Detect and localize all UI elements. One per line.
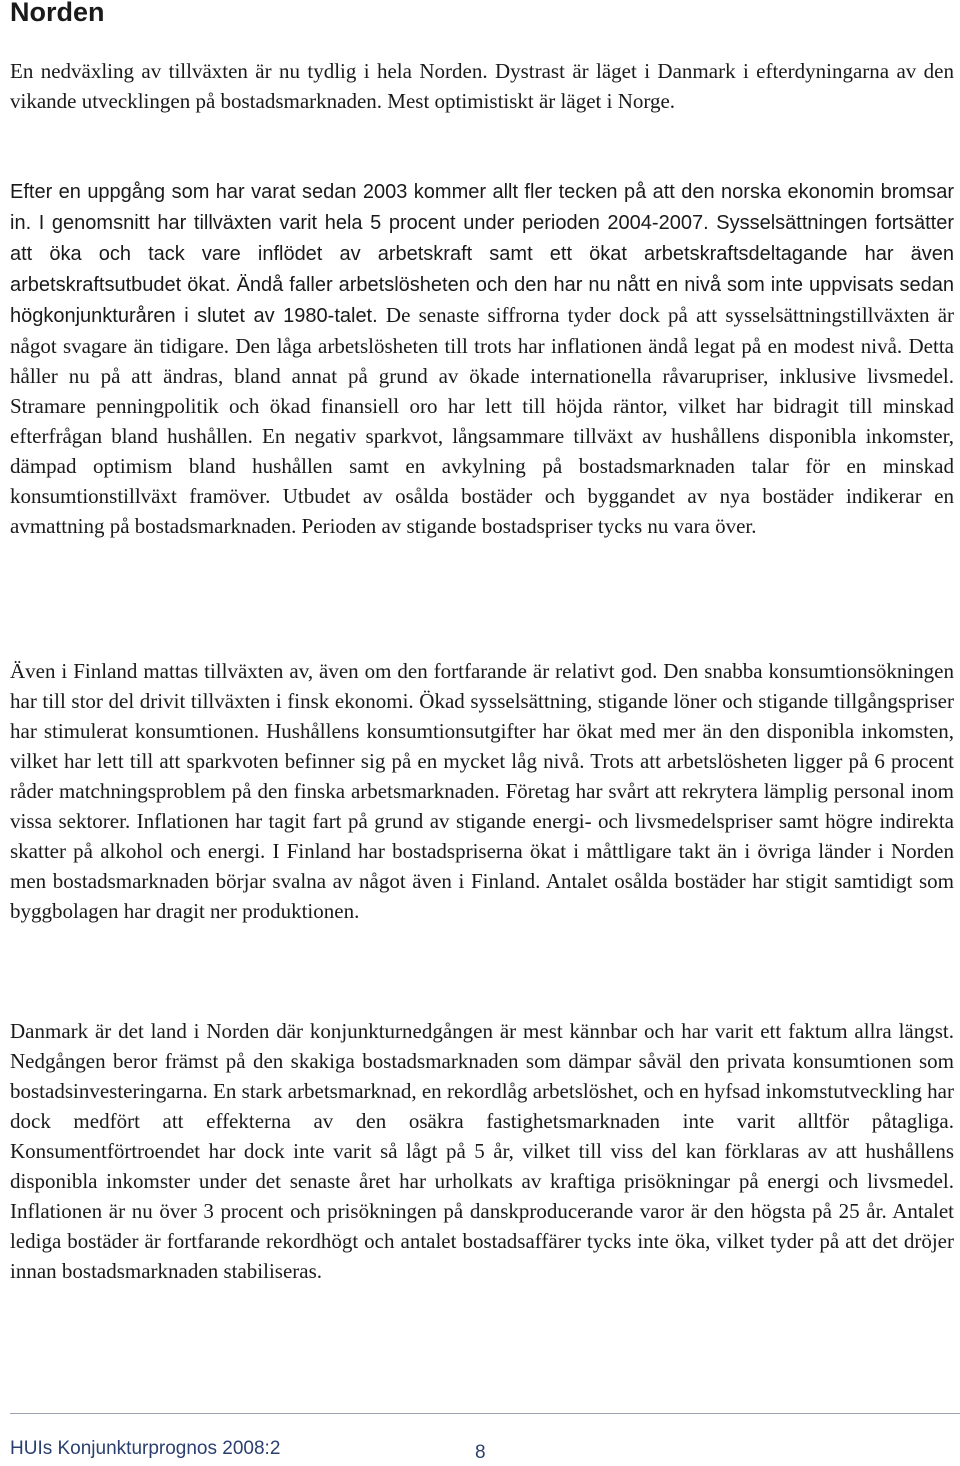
paragraph-intro <box>10 56 954 116</box>
page-title: Norden <box>10 0 105 27</box>
page-number: 8 <box>475 1442 486 1463</box>
paragraph-text: Danmark är det land i Norden där konjunkturnedgången är mest kännbar och har varit ett faktum allra längst. Nedgången beror främst på den skakiga bostadsmarknaden som dämpar såväl den privata konsumtionen som bostadsinvesteringarna. En stark arbetsmarknad, en rekordlåg arbetslöshet, och en hyfsad inkomstutveckling har dock medfört att effekterna av den osäkra fastighetsmarknaden inte varit alltför påtagliga. Konsumentförtroendet har dock inte varit så lågt på 5 år, vilket till viss del kan förklaras av att hushållens disponibla inkomster under det senaste året har urholkats av kraftiga prisökningar på energi och livsmedel. Inflationen är nu över 3 procent och prisökningen på danskproducerande varor är den högsta på 25 år. Antalet lediga bostäder är fortfarande rekordhögt och antalet bostadsaffärer tycks inte öka, vilket tyder på att det dröjer innan bostadsmarknaden stabiliseras. <box>10 1019 954 1283</box>
paragraph-text: En nedväxling av tillväxten är nu tydlig i hela Norden. Dystrast är läget i Danmark i efterdyningarna av den vikande utvecklingen på bostadsmarknaden. Mest optimistiskt är läget i Norge. <box>10 59 954 113</box>
footer-publication: HUIs Konjunkturprognos 2008:2 <box>10 1438 281 1459</box>
paragraph-finland <box>10 656 954 926</box>
footer-divider <box>10 1413 960 1414</box>
paragraph-denmark <box>10 1016 954 1286</box>
paragraph-text: Även i Finland mattas tillväxten av, även om den fortfarande är relativt god. Den snabba konsumtionsökningen har till stor del drivit tillväxten i finsk ekonomi. Ökad sysselsättning, stigande löner och stigande tillgångspriser har stimulerat konsumtionen. Hushållens konsumtionsutgifter har ökat med mer än den disponibla inkomsten, vilket har lett till att sparkvoten befinner sig på en mycket låg nivå. Trots att arbetslösheten ligger på 6 procent råder matchningsproblem på den finska arbetsmarknaden. Företag har svårt att rekrytera lämplig personal inom vissa sektorer. Inflationen har tagit fart på grund av stigande energi- och livsmedelspriser samt högre indirekta skatter på alkohol och energi. I Finland har bostadspriserna ökat i måttligare takt än i övriga länder i Norden men bostadsmarknaden börjar svalna av något även i Finland. Antalet osålda bostäder har stigit samtidigt som byggbolagen har dragit ner produktionen. <box>10 659 954 923</box>
paragraph-norway <box>10 176 954 541</box>
paragraph-text-sans: Efter en uppgång som har varat sedan 2003 kommer allt fler tecken på att den norska ekonomin bromsar in. I genomsnitt har tillväxten varit hela 5 procent under perioden 2004-2007. Sysselsättningen fortsätter att öka och tack vare inflödet av arbetskraft samt ett ökat arbetskraftsdeltagande har även arbetskraftsutbudet ökat. Ändå faller arbetslösheten och den har nu nått en nivå som inte uppvisats sedan högkonjunkturåren i slutet av 1980-talet. <box>10 181 954 327</box>
paragraph-text: De senaste siffrorna tyder dock på att sysselsättningstillväxten är något svagare än tidigare. Den låga arbetslösheten till trots har inflationen ändå legat på en modest nivå. Detta håller nu på att ändras, bland annat på grund av ökade internationella råvarupriser, inklusive livsmedel. Stramare penningpolitik och ökad finansiell oro har lett till höjda räntor, vilket har bidragit till minskad efterfrågan bland hushållen. En negativ sparkvot, långsammare tillväxt av hushållens disponibla inkomster, dämpad optimism bland hushållen samt en avkylning på bostadsmarknaden talar för en minskad konsumtionstillväxt framöver. Utbudet av osålda bostäder och byggandet av nya bostäder indikerar en avmattning på bostadsmarknaden. Perioden av stigande bostadspriser tycks nu vara över. <box>10 303 955 538</box>
